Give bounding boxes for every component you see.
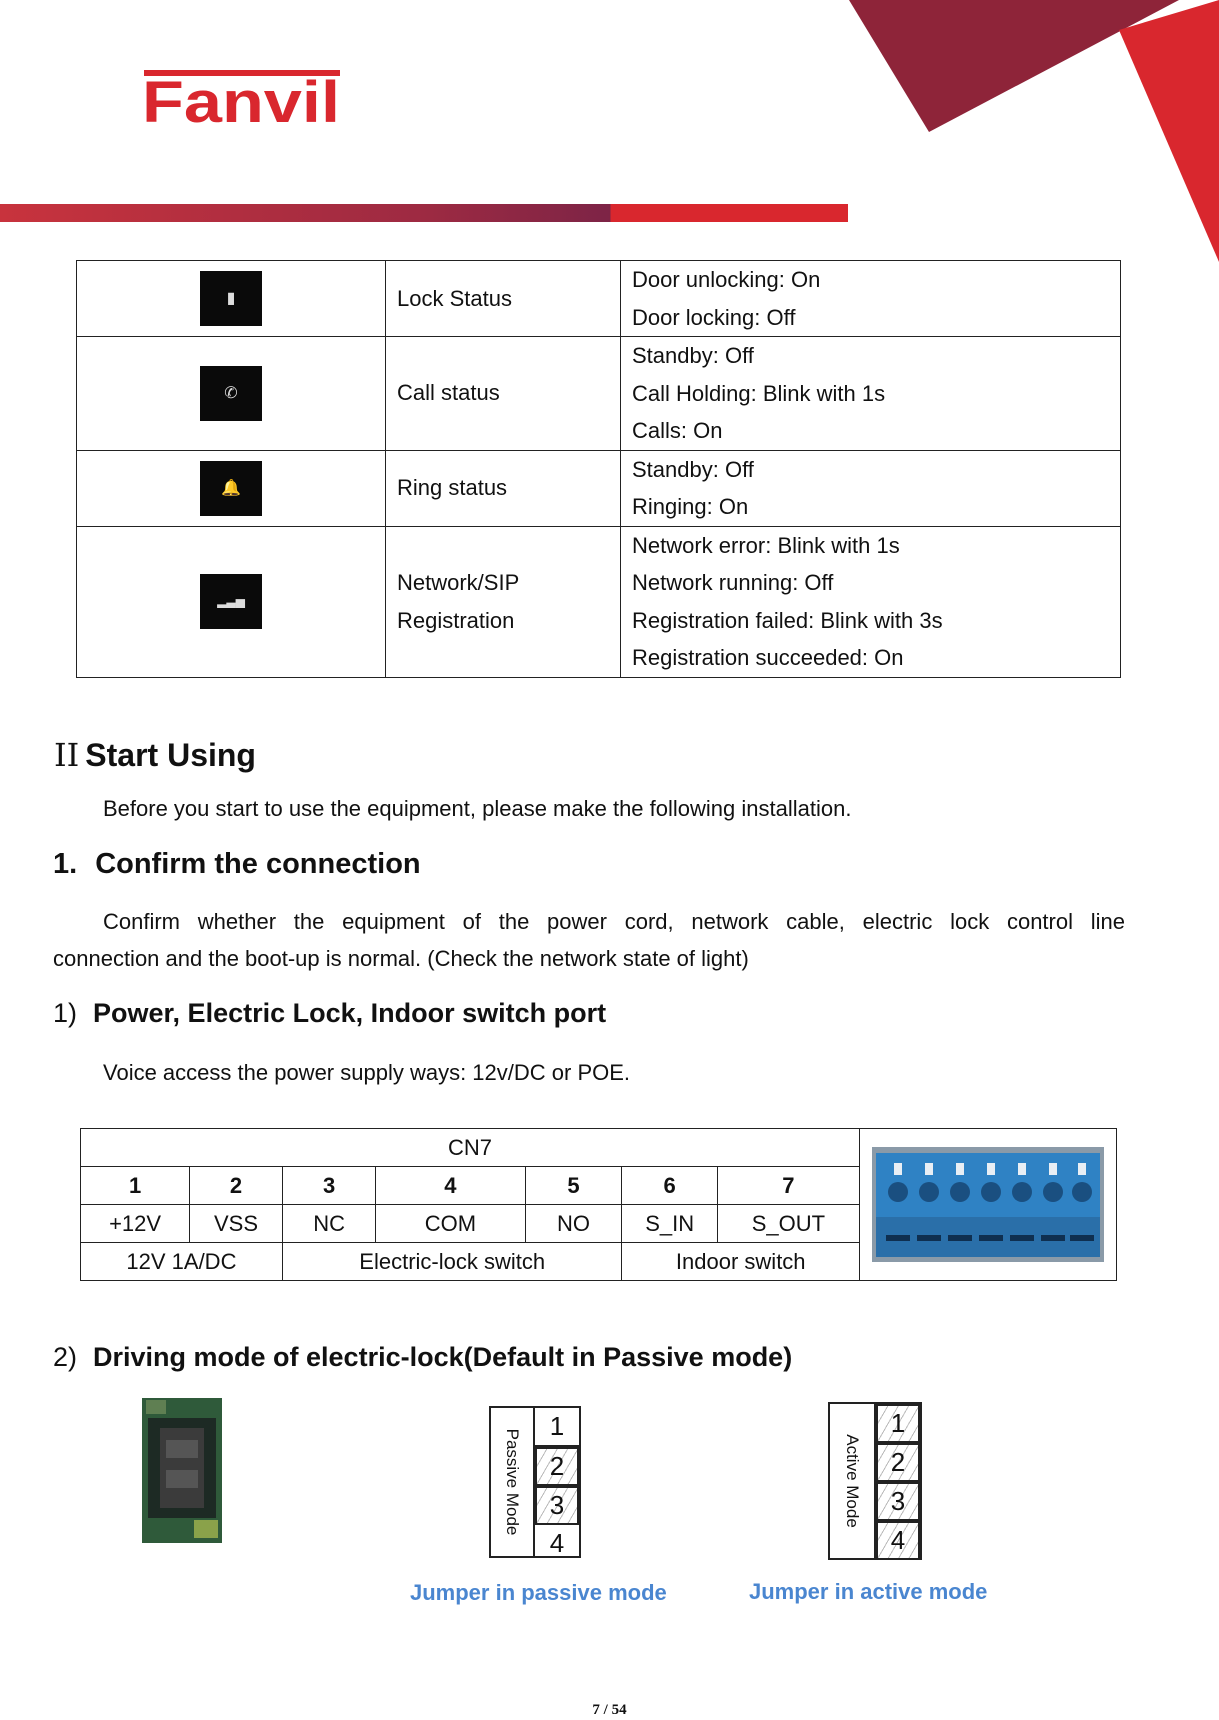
pin-group: Indoor switch xyxy=(622,1243,860,1281)
passive-caption: Jumper in passive mode xyxy=(410,1580,667,1605)
jumper-board-image xyxy=(142,1398,222,1543)
sub1-heading xyxy=(53,998,606,1029)
pin-signal: COM xyxy=(376,1205,525,1243)
status-name: Ring status xyxy=(386,450,621,526)
sub2-heading xyxy=(53,1342,792,1373)
active-caption: Jumper in active mode xyxy=(749,1579,988,1604)
lock-icon: ▮ xyxy=(200,271,262,326)
active-jumper-diagram xyxy=(828,1402,922,1560)
jumper-pin: 1 xyxy=(876,1404,920,1443)
step1-paragraph-line2: connection and the boot-up is normal. (Check the network state of light) xyxy=(53,946,749,971)
pin-signal: VSS xyxy=(190,1205,283,1243)
step1-paragraph-line1: Confirm whether the equipment of the power cord, network cable, electric lock control line xyxy=(103,909,1125,934)
intro-text: Before you start to use the equipment, please make the following installation. xyxy=(103,796,852,821)
table-row xyxy=(77,450,1121,526)
page-number: 7 / 54 xyxy=(592,1702,627,1718)
status-state: Network error: Blink with 1s xyxy=(632,532,900,558)
status-state: Standby: Off xyxy=(632,343,754,368)
status-state: Standby: Off xyxy=(632,456,754,482)
passive-mode-label: Passive Mode xyxy=(503,1428,522,1536)
terminal-block-image xyxy=(872,1147,1104,1262)
passive-jumper-diagram xyxy=(489,1406,581,1558)
step1-heading xyxy=(53,848,421,881)
signal-icon: ▂▃▅ xyxy=(200,574,262,629)
status-name: Call status xyxy=(386,337,621,451)
pin-number: 7 xyxy=(717,1167,859,1205)
table-row xyxy=(77,526,1121,677)
step1-title: Confirm the connection xyxy=(95,848,421,880)
pin-number: 1 xyxy=(81,1167,190,1205)
status-state: Calls: On xyxy=(632,418,723,443)
section-heading xyxy=(54,736,256,774)
jumper-pin: 3 xyxy=(535,1486,579,1525)
step1-number: 1. xyxy=(53,848,78,880)
jumper-pin: 4 xyxy=(876,1521,920,1560)
section-title: Start Using xyxy=(85,737,256,773)
jumper-pin: 3 xyxy=(876,1482,920,1521)
sub2-title: Driving mode of electric-lock(Default in Passive mode) xyxy=(93,1342,793,1372)
sub2-number: 2) xyxy=(53,1342,78,1372)
jumper-pin: 1 xyxy=(535,1408,579,1447)
fanvil-logo xyxy=(142,68,342,126)
pin-signal: NO xyxy=(525,1205,622,1243)
sub1-number: 1) xyxy=(53,998,78,1028)
status-name: Lock Status xyxy=(386,261,621,337)
pin-number: 4 xyxy=(376,1167,525,1205)
call-icon: ✆ xyxy=(200,366,262,421)
pin-signal: NC xyxy=(282,1205,375,1243)
status-name: Network/SIP xyxy=(397,570,520,595)
pin-signal: S_IN xyxy=(622,1205,717,1243)
pin-number: 5 xyxy=(525,1167,622,1205)
cn7-title: CN7 xyxy=(81,1129,860,1167)
pin-signal: S_OUT xyxy=(717,1205,859,1243)
pin-group: Electric-lock switch xyxy=(282,1243,622,1281)
cn7-table xyxy=(80,1128,1117,1281)
pin-number: 6 xyxy=(622,1167,717,1205)
section-number: II xyxy=(54,736,80,774)
corner-decoration xyxy=(819,0,1219,270)
active-mode-label: Active Mode xyxy=(843,1434,862,1528)
status-state: Ringing: On xyxy=(632,494,749,519)
sub1-paragraph: Voice access the power supply ways: 12v/DC or POE. xyxy=(103,1060,631,1085)
pin-number: 3 xyxy=(282,1167,375,1205)
logo-text: Fanvil xyxy=(142,70,340,126)
header-bar xyxy=(0,204,848,222)
pin-number: 2 xyxy=(190,1167,283,1205)
pin-group: 12V 1A/DC xyxy=(81,1243,283,1281)
led-status-table xyxy=(76,260,1121,678)
status-state: Door unlocking: On xyxy=(632,267,821,292)
table-row xyxy=(77,337,1121,451)
status-state: Registration succeeded: On xyxy=(632,645,904,670)
jumper-pin: 2 xyxy=(535,1447,579,1486)
jumper-pin: 4 xyxy=(549,1528,565,1558)
jumper-pin: 2 xyxy=(876,1443,920,1482)
pin-signal: +12V xyxy=(81,1205,190,1243)
status-state: Registration failed: Blink with 3s xyxy=(632,607,943,633)
table-row xyxy=(77,261,1121,337)
status-state: Call Holding: Blink with 1s xyxy=(632,380,886,406)
status-state: Door locking: Off xyxy=(632,304,796,330)
status-name: Registration xyxy=(397,607,515,633)
bell-icon: 🔔 xyxy=(200,461,262,516)
status-state: Network running: Off xyxy=(632,570,834,595)
sub1-title: Power, Electric Lock, Indoor switch port xyxy=(93,998,607,1028)
